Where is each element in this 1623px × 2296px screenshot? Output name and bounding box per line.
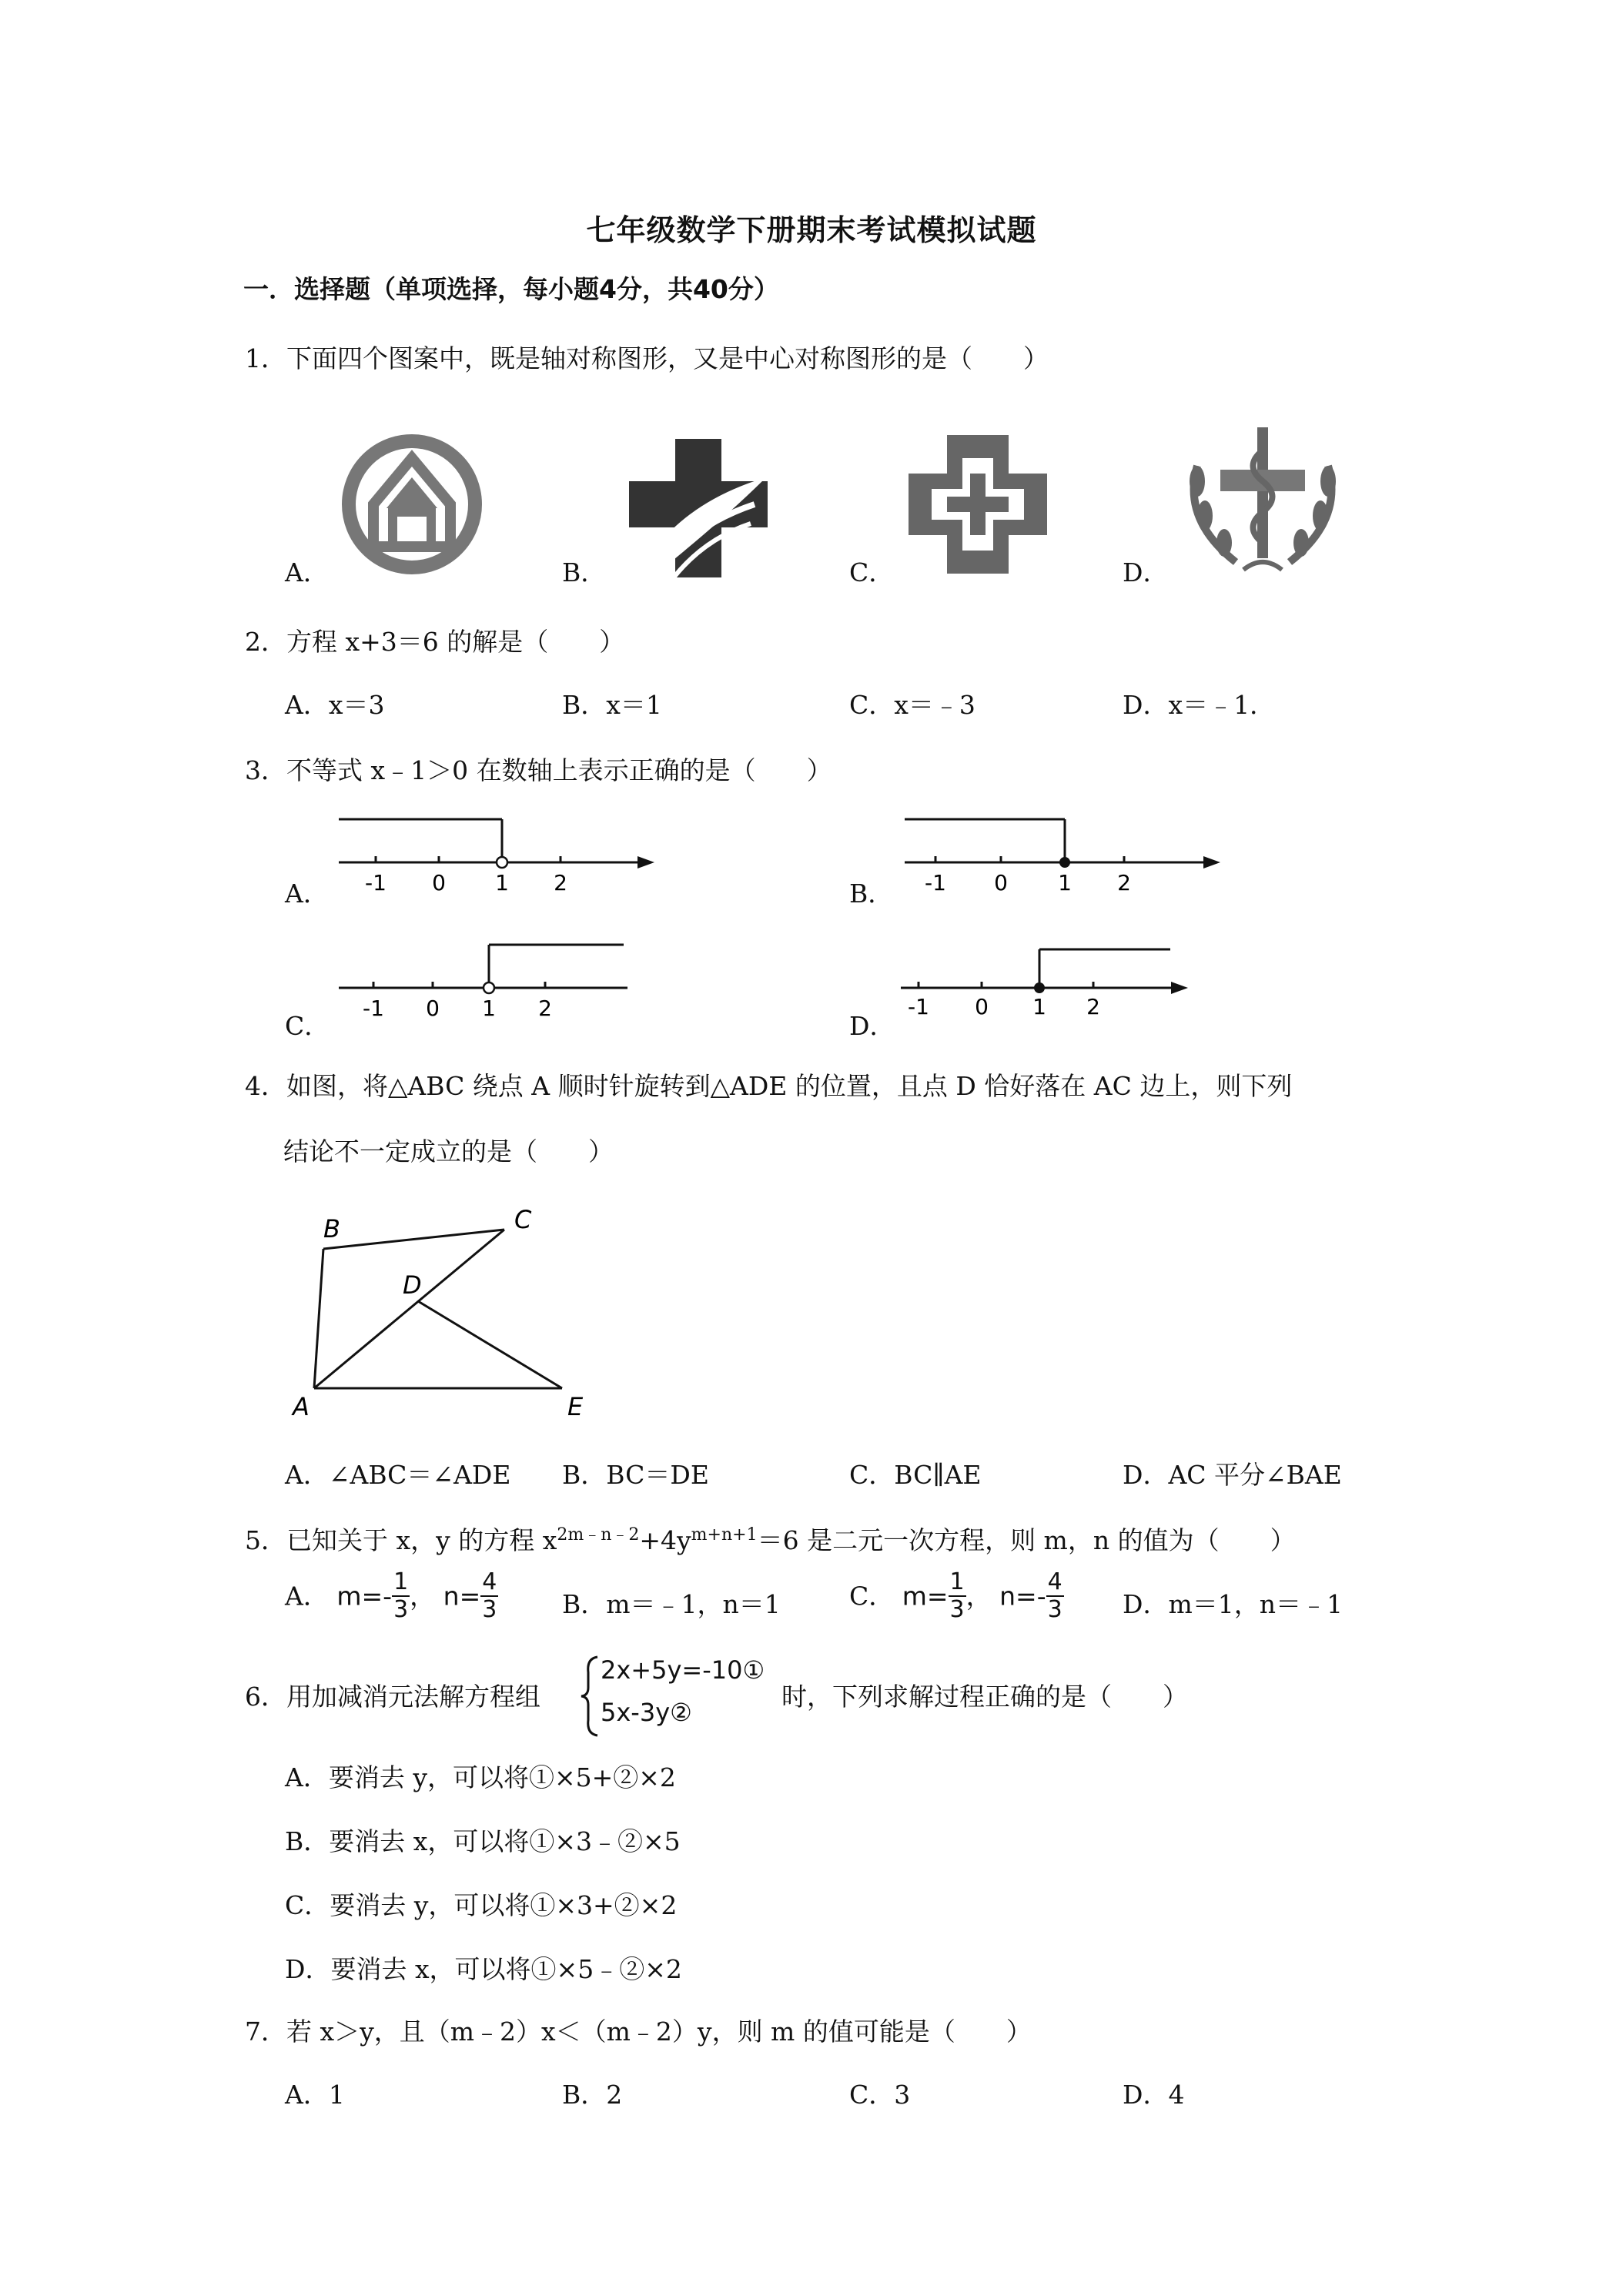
tick-label: -1 — [363, 996, 384, 1020]
tick-label: -1 — [925, 870, 946, 893]
question-3-option-c-label: C． — [285, 1011, 330, 1041]
question-5-option-d: D．m＝1，n＝﹣1 — [1123, 1589, 1343, 1619]
question-5-option-a: A． m=- $\frac{1}{3}$ ， n= $\frac{4}{3}$ — [285, 1568, 497, 1623]
tick-label: 0 — [994, 870, 1008, 893]
section-heading: 一．选择题（单项选择，每小题4分，共40分） — [243, 274, 779, 304]
question-1-option-b: B． — [562, 557, 607, 587]
question-7-option-a: A．1 — [285, 2080, 345, 2110]
question-3-stem: 3．不等式 x﹣1＞0 在数轴上表示正确的是（ ） — [245, 755, 832, 785]
question-6-stem-b: 时，下列求解过程正确的是（ ） — [781, 1682, 1188, 1712]
tick-label: 2 — [1117, 870, 1131, 893]
question-3-option-d-label: D． — [849, 1011, 895, 1041]
question-7-option-b: B．2 — [562, 2080, 623, 2110]
question-4-option-d: D．AC 平分∠BAE — [1123, 1460, 1342, 1490]
system-equation-2: 5x-3y② — [601, 1698, 692, 1727]
tick-label: 1 — [1058, 870, 1072, 893]
point-label-a: A — [293, 1392, 310, 1421]
tick-label: 1 — [1032, 994, 1046, 1019]
question-5-stem-b: +4y — [639, 1525, 691, 1555]
question-4-option-b: B．BC＝DE — [562, 1460, 709, 1490]
question-6-option-b: B．要消去 x，可以将①×3﹣②×5 — [285, 1826, 681, 1856]
point-label-e: E — [567, 1392, 584, 1421]
question-5-exponent-1: 2m﹣n﹣2 — [557, 1525, 640, 1545]
question-1-option-d: D． — [1123, 557, 1169, 587]
tick-label: 0 — [432, 870, 446, 893]
question-2-option-b: B．x＝1 — [562, 690, 662, 720]
number-line-d — [897, 943, 1190, 1020]
point-label-d: D — [403, 1270, 422, 1300]
tick-label: 1 — [482, 996, 496, 1020]
question-6-option-a: A．要消去 y，可以将①×5+②×2 — [285, 1762, 676, 1792]
tick-label: 1 — [495, 870, 509, 893]
question-2-option-a: A．x＝3 — [285, 690, 385, 720]
question-5-option-c: C． m= $\frac{1}{3}$ ， n=- $\frac{4}{3}$ — [849, 1568, 1062, 1623]
system-brace — [579, 1654, 601, 1739]
triangle-figure — [281, 1197, 604, 1428]
question-2-option-c: C．x＝﹣3 — [849, 690, 975, 720]
tick-label: 2 — [1086, 994, 1100, 1019]
question-1-option-a: A． — [285, 557, 329, 587]
number-line-c — [331, 935, 631, 1020]
question-4-option-c: C．BC∥AE — [849, 1460, 982, 1490]
question-5-stem — [245, 1521, 1296, 1557]
tick-label: -1 — [908, 994, 929, 1019]
question-7-option-d: D．4 — [1123, 2080, 1185, 2110]
number-line-b — [897, 808, 1220, 893]
question-6-option-c: C．要消去 y，可以将①×3+②×2 — [285, 1890, 678, 1920]
question-6-stem-a: 6．用加减消元法解方程组 — [245, 1682, 540, 1712]
point-label-c: C — [514, 1205, 532, 1234]
question-4-stem-line2: 结论不一定成立的是（ ） — [283, 1136, 614, 1166]
emblem-d-icon — [1174, 420, 1351, 581]
tick-label: 2 — [538, 996, 552, 1020]
question-4-stem-line1: 4．如图，将△ABC 绕点 A 顺时针旋转到△ADE 的位置，且点 D 恰好落在 AC 边上，则下列 — [245, 1071, 1293, 1101]
question-1-stem: 1．下面四个图案中，既是轴对称图形，又是中心对称图形的是（ ） — [245, 343, 1049, 373]
number-line-a — [331, 808, 654, 893]
question-5-stem-a: 5．已知关于 x，y 的方程 x — [245, 1525, 557, 1555]
question-4-option-a: A．∠ABC＝∠ADE — [285, 1460, 511, 1490]
tick-label: 0 — [975, 994, 989, 1019]
question-2-option-d: D．x＝﹣1． — [1123, 690, 1276, 720]
question-1-option-c: C． — [849, 557, 895, 587]
question-3-option-b-label: B． — [849, 879, 894, 909]
question-2-stem: 2．方程 x+3＝6 的解是（ ） — [245, 627, 625, 657]
question-5-exponent-2: m+n+1 — [691, 1525, 758, 1545]
question-5-stem-c: ＝6 是二元一次方程，则 m，n 的值为（ ） — [757, 1525, 1296, 1555]
emblem-c-icon — [901, 427, 1055, 581]
question-7-option-c: C．3 — [849, 2080, 911, 2110]
tick-label: -1 — [365, 870, 387, 893]
emblem-a-icon — [339, 431, 485, 577]
point-label-b: B — [323, 1214, 340, 1243]
tick-label: 0 — [426, 996, 440, 1020]
question-6-option-d: D．要消去 x，可以将①×5﹣②×2 — [285, 1954, 682, 1984]
emblem-b-icon — [620, 431, 774, 585]
tick-label: 2 — [554, 870, 567, 893]
question-3-option-a-label: A． — [285, 879, 329, 909]
system-equation-1: 2x+5y=-10① — [601, 1655, 765, 1685]
page-title: 七年级数学下册期末考试模拟试题 — [586, 213, 1037, 247]
question-5-option-b: B．m＝﹣1，n＝1 — [562, 1589, 781, 1619]
question-7-stem: 7．若 x＞y，且（m﹣2）x＜（m﹣2）y，则 m 的值可能是（ ） — [245, 2017, 1032, 2047]
